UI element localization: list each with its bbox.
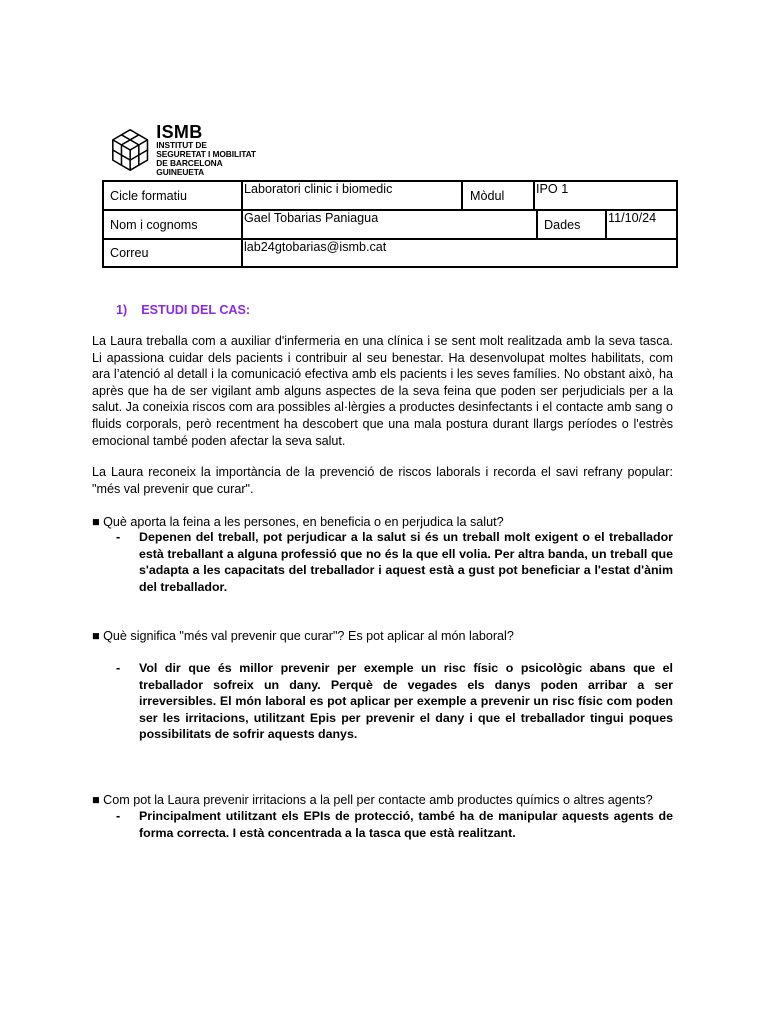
logo-line-1: INSTITUT DE [156,140,207,150]
nom-cognoms-value: Gael Tobarias Paniagua [244,211,379,225]
answer: Depenen del treball, pot perjudicar a la salut si és un treball molt exigent o el treballador està treballant a alguna professió que no és la que ell volia. Per altra banda, un treball que s'adapta a les capacitats del treballador i aquest està a gust pot beneficiar a l'estat d'ànim del treballador. [139,530,673,594]
section-heading [116,303,250,317]
cicle-formatiu-value: Laboratori clinic i biomedic [244,182,393,196]
logo-name: ISMB [156,122,203,142]
case-paragraph: La Laura reconeix la importància de la prevenció de riscos laborals i recorda el savi refrany popular: "més val prevenir que curar". [92,465,673,496]
ismb-logo [108,122,268,177]
answer-bullet: - [116,530,121,544]
section-title: ESTUDI DEL CAS: [141,303,251,317]
table-col-divider [461,182,463,210]
answer-bullet: - [116,809,121,823]
dades-value: 11/10/24 [608,211,657,225]
dades-label: Dades [544,218,581,232]
answer-bullet: - [116,661,121,675]
logo-line-2: SEGURETAT I MOBILITAT [156,149,256,159]
section-number: 1) [116,303,128,317]
logo-line-3: DE BARCELONA GUINEUETA [156,158,223,177]
table-col-divider [241,182,243,266]
answer: Vol dir que és millor prevenir per exemple un risc físic o psicològic abans que el treballador sofreix un dany. Perquè de vegades els danys poden arribar a ser irreversibles. El món laboral es pot aplicar per exemple a prevenir un risc físic com poden ser les irritacions, utilitzant Epis per prevenir el dany i que el treballador tingui poques possibilitats de sofrir aquests danys. [139,661,673,742]
question: ■ Què significa "més val prevenir que curar"? Es pot aplicar al món laboral? [92,629,514,643]
answer: Principalment utilitzant els EPIs de protecció, també ha de manipular aquests agents de forma correcta. I està concentrada a la tasca que està realitzant. [139,809,673,840]
modul-value: IPO 1 [536,182,569,196]
table-row-divider [104,209,676,211]
question: ■ Què aporta la feina a les persones, en beneficia o en perjudica la salut? [92,515,504,529]
table-row-divider [104,238,676,240]
modul-label: Mòdul [470,189,505,203]
cicle-formatiu-label: Cicle formatiu [110,189,187,203]
case-paragraph: La Laura treballa com a auxiliar d'infermeria en una clínica i se sent molt realitzada amb la seva tasca. Li apassiona cuidar dels pacients i contribuir al seu benestar. Ha desenvolupat moltes habilitats, com ara l’atenció al detall i la comunicació efectiva amb els pacients i les seves famílies. No obstant això, ha après que ha de ser vigilant amb alguns aspectes de la seva feina que poden ser perjudicials per a la salut. Ja coneixia riscos com ara possibles al·lèrgies a productes desinfectants i el contacte amb sang o fluids corporals, però recentment ha descobert que una mala postura durant llargs períodes o l'estrès emocional també poden afectar la seva salut. [92,334,673,448]
table-col-divider [533,182,535,210]
correu-label: Correu [110,246,149,260]
hexagon-cube-logo-icon [108,127,152,173]
question: ■ Com pot la Laura prevenir irritacions a la pell per contacte amb productes químics o altres agents? [92,793,653,807]
table-col-divider [605,210,607,239]
student-info-table [102,180,678,268]
nom-cognoms-label: Nom i cognoms [110,218,198,232]
correu-value: lab24gtobarias@ismb.cat [244,240,387,254]
table-col-divider [536,210,538,239]
